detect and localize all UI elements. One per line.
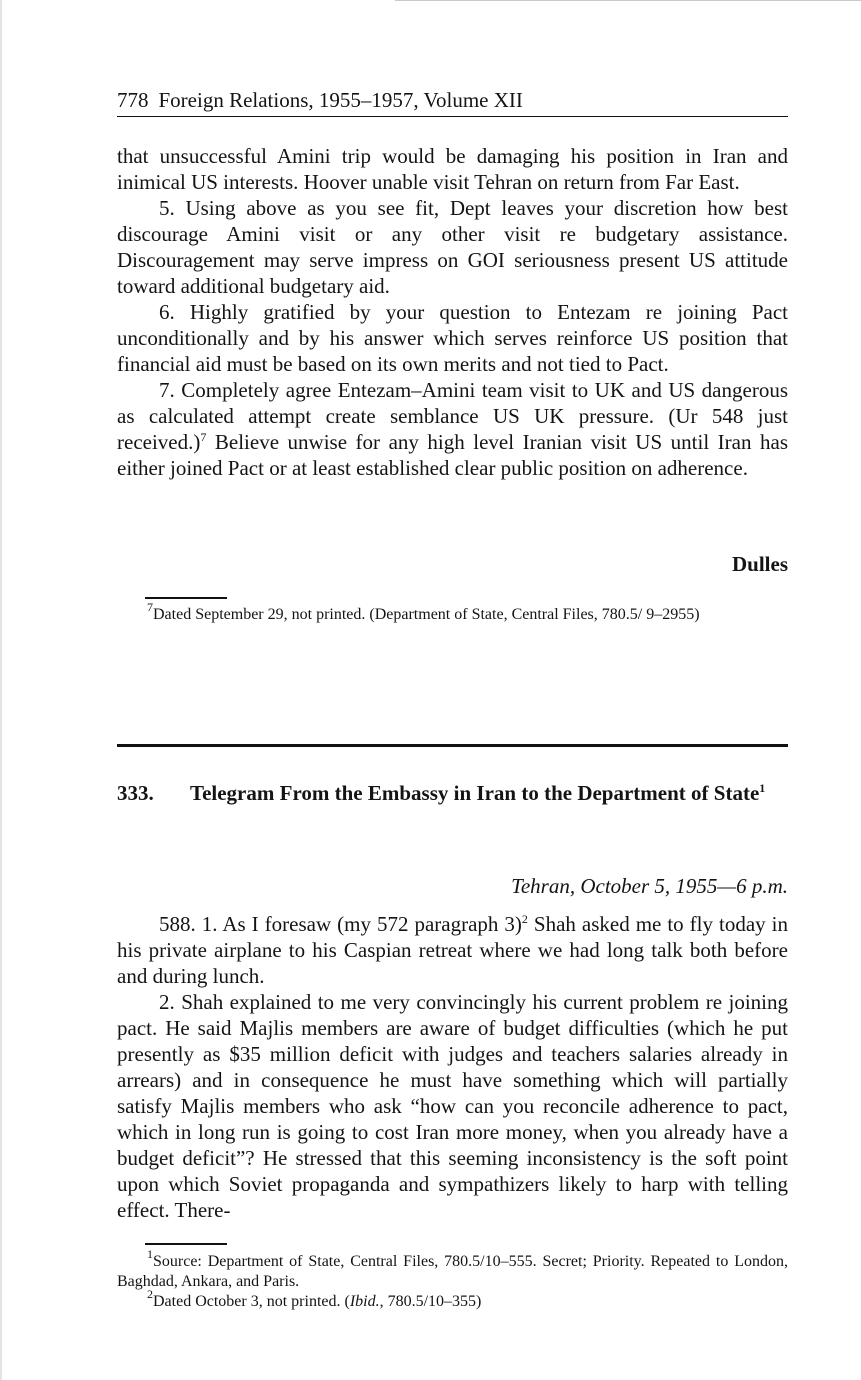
paragraph-continuation: that unsuccessful Amini trip would be damaging his position in Iran and inimical US interests. Hoover unable visit Tehran on return from Far East. bbox=[117, 144, 788, 194]
paragraph-7-text: 7. Completely agree Entezam–Amini team visit to UK and US dangerous as calculated attempt create semblance US UK pressure. (Ur 548 just received.) bbox=[117, 378, 788, 454]
footnote-2 bbox=[117, 1287, 788, 1312]
paragraph-7-text-cont: Believe unwise for any high level Iranian visit US until Iran has either joined Pact or at least established clear public position on adherence. bbox=[117, 430, 788, 480]
document-number: 333. bbox=[117, 781, 154, 805]
paragraph-7 bbox=[117, 377, 788, 481]
telegram-paragraph-1 bbox=[117, 911, 788, 989]
footnote-7-mark: 7 bbox=[147, 600, 153, 614]
page-number: 778 bbox=[117, 88, 149, 112]
paragraph-5: 5. Using above as you see fit, Dept leaves your discretion how best discourage Amini visit or any other visit re budgetary assistance. Discouragement may serve impress on GOI seriousness present US attitude toward additional budgetary aid. bbox=[117, 196, 788, 298]
telegram-paragraph-1-cont: Shah asked me to fly today in his private airplane to his Caspian retreat where we had long talk both before and during lunch. bbox=[117, 912, 788, 988]
footnotes bbox=[117, 1247, 788, 1312]
footnote-ref-2: 2 bbox=[521, 912, 528, 926]
dateline: Tehran, October 5, 1955—6 p.m. bbox=[511, 874, 788, 898]
telegram-paragraph-2: 2. Shah explained to me very convincingly his current problem re joining pact. He said Majlis members are aware of budget difficulties (which he put presently as $35 million deficit with judges and teachers salaries already in arrears) and in consequence he must have something which will partially satisfy Majlis members who ask “how can you reconcile adherence to pact, which in long run is going to cost Iran more money, when you already have a budget deficit”? He stressed that this seeming inconsistency is the soft point upon which Soviet propaganda and sympathizers likely to harp with telling effect. There- bbox=[117, 990, 788, 1222]
telegram-paragraph-1-text: 588. 1. As I foresaw (my 572 paragraph 3) bbox=[159, 912, 522, 936]
previous-document-body bbox=[117, 143, 788, 481]
footnote-ref-7: 7 bbox=[200, 430, 207, 444]
document-separator bbox=[117, 744, 788, 747]
footnote-2-text: Dated October 3, not printed. ( bbox=[153, 1293, 350, 1310]
volume-title: Foreign Relations, 1955–1957, Volume XII bbox=[158, 88, 523, 112]
page-top-edge bbox=[395, 0, 861, 1]
footnote-rule bbox=[145, 597, 227, 599]
footnote-2-mark: 2 bbox=[147, 1287, 153, 1301]
footnote-1-text: Source: Department of State, Central Files, 780.5/10–555. Secret; Priority. Repeated to London, Baghdad, Ankara, and Paris. bbox=[117, 1253, 788, 1290]
footnote-7 bbox=[117, 600, 788, 625]
telegram-body bbox=[117, 911, 788, 1223]
paragraph-6: 6. Highly gratified by your question to Entezam re joining Pact unconditionally and by his answer which serves reinforce US position that financial aid must be based on its own merits and not tied to Pact. bbox=[117, 300, 788, 376]
page-left-edge bbox=[0, 0, 2, 1380]
footnote-2-ibid: Ibid. bbox=[349, 1293, 380, 1310]
document-title bbox=[190, 780, 788, 807]
footnote-1 bbox=[117, 1247, 788, 1292]
footnote-ref-1: 1 bbox=[759, 781, 766, 795]
footnote-7-text: Dated September 29, not printed. (Department of State, Central Files, 780.5/ 9–2955) bbox=[153, 606, 700, 623]
running-header bbox=[117, 86, 788, 117]
signature: Dulles bbox=[731, 552, 788, 576]
footnote-rule-2 bbox=[145, 1243, 227, 1245]
document-title-text: Telegram From the Embassy in Iran to the Department of State bbox=[190, 781, 760, 805]
footnote-2-text-cont: , 780.5/10–355) bbox=[379, 1293, 482, 1310]
footnote-1-mark: 1 bbox=[147, 1247, 153, 1261]
